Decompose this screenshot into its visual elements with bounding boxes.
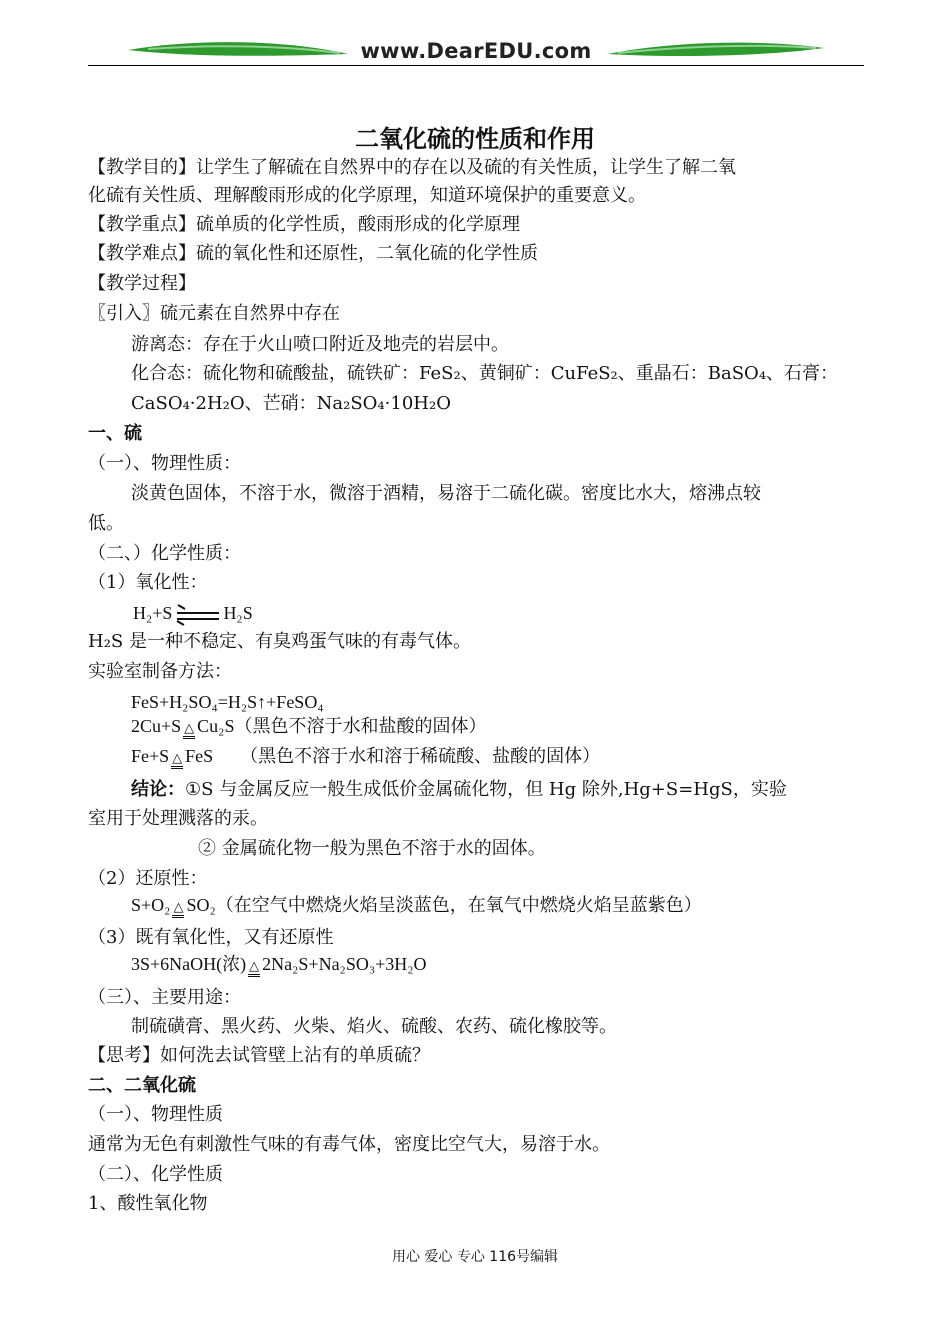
eq-so2-left: S+O₂ <box>131 895 171 915</box>
equation-h2-s <box>133 601 253 625</box>
heat-symbol-icon: △ <box>169 746 185 770</box>
conclusion-text-3: ② 金属硫化物一般为黑色不溶于水的固体。 <box>198 838 546 859</box>
keypoints-text: 硫单质的化学性质，酸雨形成的化学原理 <box>196 214 520 235</box>
conclusion-text-2: 室用于处理溅落的汞。 <box>88 808 268 829</box>
difficulty-label: 【教学难点】 <box>88 243 196 264</box>
intro-line <box>88 302 340 326</box>
lab-prep-heading: 实验室制备方法： <box>88 661 232 682</box>
think-line <box>88 1044 430 1068</box>
so2-physical-props: 通常为无色有刺激性气味的有毒气体，密度比空气大，易溶于水。 <box>88 1134 610 1155</box>
conclusion-label: 结论： <box>131 779 185 800</box>
free-state: 游离态：存在于火山喷口附近及地壳的岩层中。 <box>131 334 509 355</box>
equation-fes: FeS+H₂SO₄=H₂S↑+FeSO₄ <box>131 692 324 712</box>
sec2-chemical-heading: （二）、化学性质 <box>88 1164 223 1185</box>
process-label: 【教学过程】 <box>88 273 196 294</box>
reversible-arrow-icon <box>177 608 219 622</box>
heat-symbol-icon: △ <box>246 954 262 978</box>
keypoints-line <box>88 213 520 237</box>
uses-heading: （三）、主要用途： <box>88 987 241 1008</box>
combined-state-1: 化合态：硫化物和硫酸盐，硫铁矿：FeS₂、黄铜矿：CuFeS₂、重晶石：BaSO₄、石膏： <box>131 363 839 384</box>
section-2-heading: 二、二氧化硫 <box>88 1075 196 1096</box>
eq-cu-right: Cu₂S（黑色不溶于水和盐酸的固体） <box>197 716 487 736</box>
sec2-physical-heading: （一）、物理性质 <box>88 1104 223 1125</box>
objective-text-1: 让学生了解硫在自然界中的存在以及硫的有关性质，让学生了解二氧 <box>196 157 736 178</box>
conclusion-line-1 <box>131 778 787 802</box>
uses-text: 制硫磺膏、黑火药、火柴、焰火、硫酸、农药、硫化橡胶等。 <box>131 1016 617 1037</box>
eq-naoh-right: 2Na₂S+Na₂SO₃+3H₂O <box>262 954 427 974</box>
eq-cu-left: 2Cu+S <box>131 716 182 736</box>
site-name[interactable]: www.DearEDU.com <box>360 39 592 63</box>
difficulty-text: 硫的氧化性和还原性，二氧化硫的化学性质 <box>196 243 538 264</box>
difficulty-line <box>88 242 538 266</box>
think-label: 【思考】 <box>88 1045 160 1066</box>
equation-so2 <box>131 893 702 919</box>
physical-props-2: 低。 <box>88 513 124 534</box>
both-heading: （3）既有氧化性，又有还原性 <box>88 927 334 948</box>
objective-label: 【教学目的】 <box>88 157 196 178</box>
reduction-heading: （2）还原性： <box>88 868 208 889</box>
combined-state-2: CaSO₄·2H₂O、芒硝：Na₂SO₄·10H₂O <box>131 393 451 414</box>
equation-fe <box>131 744 600 770</box>
equation-cu <box>131 714 486 740</box>
eq-so2-right: SO₂（在空气中燃烧火焰呈淡蓝色，在氧气中燃烧火焰呈蓝紫色） <box>186 895 702 915</box>
page-footer: 用心 爱心 专心 116号编辑 <box>391 1249 559 1265</box>
heat-symbol-icon: △ <box>181 716 197 740</box>
section-1-heading: 一、硫 <box>88 423 142 444</box>
eq-h2s-right: H₂S <box>223 603 253 623</box>
sec1-physical-heading: （一）、物理性质： <box>88 453 241 474</box>
h2s-description: H₂S 是一种不稳定、有臭鸡蛋气味的有毒气体。 <box>88 631 471 652</box>
keypoints-label: 【教学重点】 <box>88 214 196 235</box>
sec1-chemical-heading: （二、）化学性质： <box>88 543 241 564</box>
objective-line-1 <box>88 156 736 180</box>
equation-naoh <box>131 952 427 978</box>
eq-h2s-left: H₂+S <box>133 603 173 623</box>
physical-props-1: 淡黄色固体，不溶于水，微溶于酒精，易溶于二硫化碳。密度比水大，熔沸点较 <box>131 483 761 504</box>
intro-label: 〖引入〗 <box>88 303 160 324</box>
oxidation-heading: （1）氧化性： <box>88 572 208 593</box>
heat-symbol-icon: △ <box>170 895 186 919</box>
eq-fe-left: Fe+S <box>131 746 170 766</box>
page-header <box>88 36 864 70</box>
intro-text: 硫元素在自然界中存在 <box>160 303 340 324</box>
eq-naoh-left: 3S+6NaOH(浓) <box>131 954 247 974</box>
think-text: 如何洗去试管壁上沾有的单质硫？ <box>160 1045 430 1066</box>
header-rule <box>88 65 864 66</box>
eq-fe-right: FeS （黑色不溶于水和溶于稀硫酸、盐酸的固体） <box>185 746 601 766</box>
document-title: 二氧化硫的性质和作用 <box>355 125 595 153</box>
acid-oxide-heading: 1、酸性氧化物 <box>88 1193 208 1214</box>
objective-text-2: 化硫有关性质、理解酸雨形成的化学原理，知道环境保护的重要意义。 <box>88 185 646 206</box>
conclusion-text-1: ①S 与金属反应一般生成低价金属硫化物，但 Hg 除外,Hg+S=HgS，实验 <box>185 779 787 800</box>
